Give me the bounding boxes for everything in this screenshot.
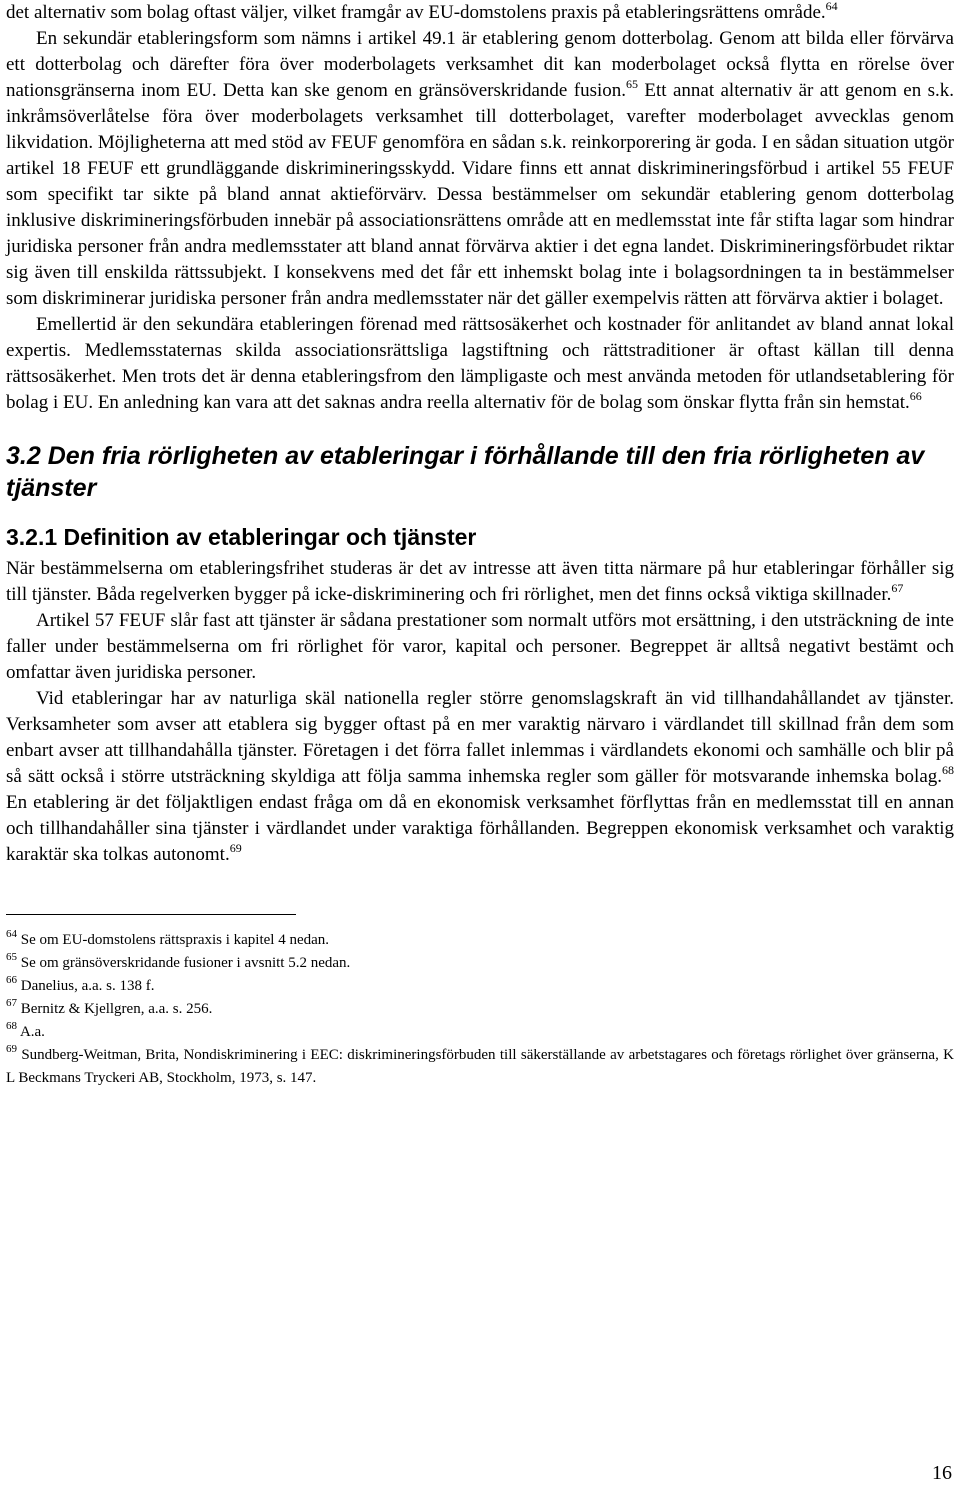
footnote-number: 65 xyxy=(6,951,17,963)
footnote-ref-64[interactable]: 64 xyxy=(825,0,838,13)
footnote-ref-66[interactable]: 66 xyxy=(909,389,922,403)
section-heading: 3.2 Den fria rörligheten av etableringar i förhållande till den fria rörligheten av tjänster xyxy=(6,442,925,502)
subsection-heading: 3.2.1 Definition av etableringar och tjänster xyxy=(6,524,477,550)
footnote-ref-68[interactable]: 68 xyxy=(942,763,954,777)
footnote-number: 67 xyxy=(6,997,17,1009)
footnote-number: 64 xyxy=(6,928,17,940)
footnote-item xyxy=(6,1021,954,1044)
paragraph-artikel-57 xyxy=(6,608,954,686)
paragraph-definition xyxy=(6,556,954,608)
footnote-text: A.a. xyxy=(19,1024,45,1040)
paragraph-etableringar xyxy=(6,686,954,868)
paragraph-text: Emellertid är den sekundära etableringen förenad med rättsosäkerhet och kostnader för anlitandet av bland annat lokal expertis. Medlemsstaternas skilda associationsrättsliga lagstiftning och rättstraditioner är oftast källan till denna rättsosäkerhet. Men trots det är denna etableringsfrom den lämpligaste och mest använda metoden för utlandsetablering för bolag i EU. En anledning kan vara att det saknas andra reella alternativ för de bolag som önskar flytta från sin hemstat. xyxy=(6,314,954,413)
paragraph-text: Artikel 57 FEUF slår fast att tjänster är sådana prestationer som normalt utförs mot ersättning, i den utsträckning de inte faller under bestämmelserna om fri rörlighet för varor, kapital och personer. Begreppet är alltså negativt bestämt och omfattar även juridiska personer. xyxy=(6,610,954,683)
footnote-text: Se om gränsöverskridande fusioner i avsnitt 5.2 nedan. xyxy=(20,955,351,971)
footnote-item xyxy=(6,952,954,975)
footnote-item xyxy=(6,1044,954,1090)
footnote-text: Danelius, a.a. s. 138 f. xyxy=(20,978,155,994)
footnote-text: Bernitz & Kjellgren, a.a. s. 256. xyxy=(20,1001,213,1017)
footnote-item xyxy=(6,975,954,998)
page-number: 16 xyxy=(932,1462,952,1484)
footnote-ref-67[interactable]: 67 xyxy=(891,581,904,595)
paragraph-text: När bestämmelserna om etableringsfrihet studeras är det av intresse att även titta närmare på hur etableringar förhåller sig till tjänster. Båda regelverken bygger på icke-diskriminering och fri rörlighet, men det finns också viktiga skillnader. xyxy=(6,558,954,605)
paragraph-continuation xyxy=(6,0,954,26)
footnote-number: 68 xyxy=(6,1020,17,1032)
footnote-text: Se om EU-domstolens rättspraxis i kapitel 4 nedan. xyxy=(20,932,330,948)
footnote-ref-69[interactable]: 69 xyxy=(229,841,242,855)
footnote-item xyxy=(6,998,954,1021)
footnote-number: 66 xyxy=(6,974,17,986)
paragraph-text: det alternativ som bolag oftast väljer, vilket framgår av EU-domstolens praxis på etableringsrättens område. xyxy=(6,2,826,23)
footnote-text: Sundberg-Weitman, Brita, Nondiskriminering i EEC: diskrimineringsförbuden till säkerställande av arbetstagares och företags rörlighet över gränserna, K L Beckmans Tryckeri AB, Stockholm, 1973, s. 147. xyxy=(6,1047,954,1086)
paragraph-text: Vid etableringar har av naturliga skäl nationella regler större genomslagskraft än vid tillhandahållandet av tjänster. Verksamheter som avser att etablera sig bygger oftast på en mer varaktig närvaro i värdlandet till skillnad från dem som enbart avser att tillhandahålla tjänster. Företagen i det förra fallet inlemmas i värdlandets ekonomi och samhälle och blir på så sätt också i större utsträckning skyldiga att följa samma inhemska regler som gäller för motsvarande inhemska bolag. xyxy=(6,688,954,787)
paragraph-text: En etablering är det följaktligen endast fråga om då en ekonomisk verksamhet förflyttas från en medlemsstat till en annan och tillhandahåller sina tjänster i värdlandet under varaktiga förhållanden. Begreppen ekonomisk verksamhet och varaktig karaktär ska tolkas autonomt. xyxy=(6,792,954,865)
footnote-number: 69 xyxy=(6,1043,17,1055)
paragraph-text: En sekundär etableringsform som nämns i artikel 49.1 är etablering genom dotterbolag. Genom att bilda eller förvärva ett dotterbolag och därefter föra över moderbolagets verksamhet dit kan moderbolaget också flytta en rörelse över nationsgränserna inom EU. Detta kan ske genom en gränsöverskridande fusion. xyxy=(6,28,954,101)
footnote-divider xyxy=(6,914,296,915)
paragraph-text: Ett annat alternativ är att genom en s.k. inkråmsöverlåtelse föra över moderbolagets verksamhet till dotterbolaget, varefter moderbolaget avvecklas genom likvidation. Möjligheterna att med stöd av FEUF genomföra en sådan s.k. reinkorporering är goda. I en sådan situation utgör artikel 18 FEUF ett grundläggande diskrimineringsskydd. Vidare finns ett annat diskrimineringsförbud i artikel 55 FEUF som specifikt tar sikte på bland annat aktieförvärv. Dessa bestämmelser om sekundär etablering genom dotterbolag inklusive diskrimineringsförbuden innebär på associationsrättens område att en medlemsstat inte får stifta lagar som hindrar juridiska personer från andra medlemsstater att bland annat förvärva aktier i det egna landet. Diskrimineringsförbudet riktar sig även till enskilda rättssubjekt. I konsekvens med det får ett inhemskt bolag inte i bolagsordningen ta in bestämmelser som diskriminerar juridiska personer från andra medlemsstater när det gäller exempelvis rätten att förvärva aktier i bolaget. xyxy=(6,80,954,309)
footnote-item xyxy=(6,929,954,952)
footnotes xyxy=(6,929,954,1090)
paragraph-emellertid xyxy=(6,312,954,416)
paragraph-dotterbolag xyxy=(6,26,954,312)
document-page xyxy=(6,0,954,1090)
footnote-ref-65[interactable]: 65 xyxy=(626,77,638,91)
